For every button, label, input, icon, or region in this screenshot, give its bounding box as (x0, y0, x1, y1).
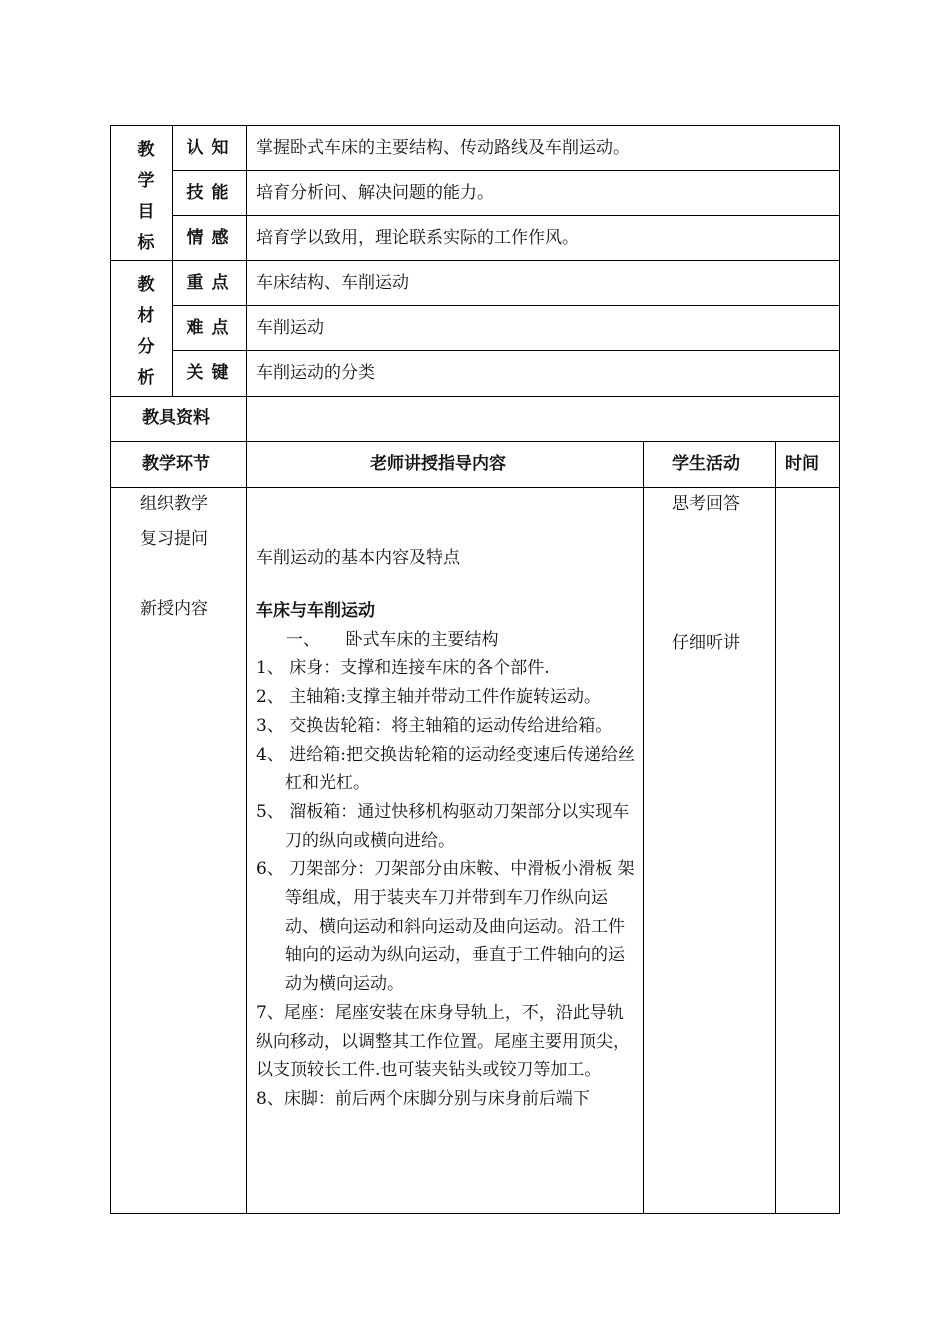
content-item: 6、 刀架部分：刀架部分由床鞍、中滑板小滑板 架等组成，用于装夹车刀并带到车刀作纵向运动、横向运动和斜向运动及曲向运动。沿工件轴向的运动为纵向运动，垂直于工件轴向的运动为横向运动。 (256, 859, 635, 995)
content-item: 2、 主轴箱:支撑主轴并带动工件作旋转运动。 (256, 687, 601, 708)
header-time: 时间 (785, 454, 819, 474)
header-student-activity: 学生活动 (672, 454, 740, 474)
content-section-title: 一、 卧式车床的主要结构 (286, 629, 499, 650)
content-item: 1、 床身：支撑和连接车床的各个部件. (256, 658, 550, 679)
objective-text-emotion: 培育学以致用，理论联系实际的工作作风。 (256, 228, 579, 248)
material-group-label: 教 材 分 析 (137, 275, 155, 388)
content-item: 3、 交换齿轮箱：将主轴箱的运动传给进给箱。 (256, 715, 613, 736)
material-text-key-point: 车床结构、车削运动 (256, 273, 409, 293)
activity-listen: 仔细听讲 (672, 633, 740, 653)
content-heading: 车床与车削运动 (256, 601, 375, 621)
header-teacher-content: 老师讲授指导内容 (370, 454, 506, 474)
activity-think-answer: 思考回答 (672, 494, 740, 514)
objective-label-cognitive: 认知 (186, 138, 237, 158)
material-text-difficulty: 车削运动 (256, 318, 324, 338)
teaching-aids-label: 教具资料 (142, 408, 210, 428)
content-item: 8、床脚：前后两个床脚分别与床身前后端下 (256, 1088, 590, 1109)
content-item: 7、尾座：尾座安装在床身导轨上，不，沿此导轨纵向移动，以调整其工作位置。尾座主要用顶尖，以支顶较长工件.也可装夹钻头或铰刀等加工。 (256, 1002, 630, 1081)
header-teaching-stage: 教学环节 (142, 454, 210, 474)
material-label-key: 关键 (186, 363, 237, 383)
objective-label-skill: 技能 (186, 183, 237, 203)
material-label-key-point: 重点 (186, 273, 237, 293)
content-item: 4、 进给箱:把交换齿轮箱的运动经变速后传递给丝杠和光杠。 (256, 744, 635, 794)
lesson-plan-table (110, 125, 840, 1214)
step-review: 复习提问 (140, 529, 208, 549)
step-new-content: 新授内容 (140, 599, 208, 619)
teacher-content (256, 597, 638, 1114)
objective-text-cognitive: 掌握卧式车床的主要结构、传动路线及车削运动。 (256, 138, 630, 158)
material-label-difficulty: 难点 (186, 318, 237, 338)
content-item: 5、 溜板箱：通过快移机构驱动刀架部分以实现车刀的纵向或横向进给。 (256, 801, 630, 851)
objective-label-emotion: 情感 (186, 228, 237, 248)
objective-text-skill: 培育分析问、解决问题的能力。 (256, 183, 494, 203)
objectives-group-label: 教 学 目 标 (137, 140, 155, 253)
review-line: 车削运动的基本内容及特点 (256, 548, 460, 568)
material-text-key: 车削运动的分类 (256, 363, 375, 383)
step-organize: 组织教学 (140, 494, 208, 514)
